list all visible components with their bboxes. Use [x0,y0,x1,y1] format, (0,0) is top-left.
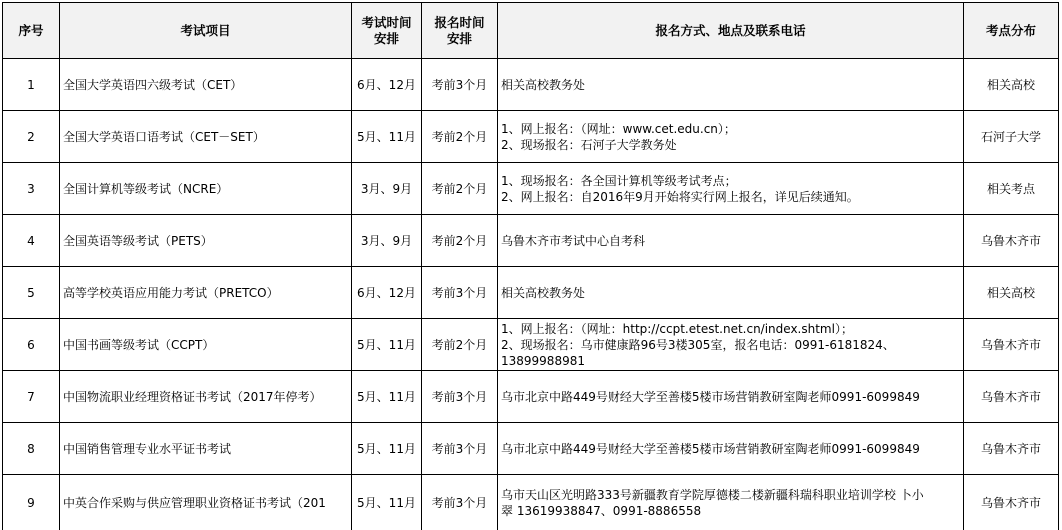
registration-line: 相关高校教务处 [501,77,586,92]
header-reg-time-line: 安排 [446,30,472,46]
row-exam-name: 中国书画等级考试（CCPT） [60,319,352,371]
row-exam-name: 高等学校英语应用能力考试（PRETCO） [60,267,352,319]
row-exam-name: 全国大学英语口语考试（CET－SET） [60,111,352,163]
row-registration-info [498,371,964,423]
row-exam-name: 中国物流职业经理资格证书考试（2017年停考） [60,371,352,423]
row-exam-time: 5月、11月 [352,319,422,371]
registration-line: 乌市北京中路449号财经大学至善楼5楼市场营销教研室陶老师0991-6099849 [501,441,920,456]
registration-line: 13899988981 [501,353,585,368]
header-registration: 报名方式、地点及联系电话 [498,3,964,59]
row-registration-info [498,319,964,371]
registration-line: 2、现场报名：乌市健康路96号3楼305室，报名电话：0991-6181824、 [501,337,895,352]
row-site: 相关考点 [964,163,1059,215]
row-reg-time: 考前3个月 [422,59,498,111]
row-exam-time: 5月、11月 [352,475,422,530]
row-exam-time: 6月、12月 [352,267,422,319]
row-site: 乌鲁木齐市 [964,371,1059,423]
table-row [3,475,1059,530]
row-site: 相关高校 [964,267,1059,319]
table-header-row [3,3,1059,59]
row-registration-info [498,215,964,267]
row-no: 9 [3,475,60,530]
row-no: 1 [3,59,60,111]
row-registration-info [498,475,964,530]
row-no: 7 [3,371,60,423]
row-exam-time: 5月、11月 [352,371,422,423]
row-reg-time: 考前2个月 [422,111,498,163]
registration-line: 1、现场报名：各全国计算机等级考试考点； [501,173,737,188]
table-row [3,215,1059,267]
table-row [3,163,1059,215]
registration-line: 乌市北京中路449号财经大学至善楼5楼市场营销教研室陶老师0991-6099849 [501,389,920,404]
row-registration-info [498,59,964,111]
table-row [3,111,1059,163]
row-registration-info [498,111,964,163]
row-reg-time: 考前2个月 [422,163,498,215]
row-reg-time: 考前3个月 [422,371,498,423]
row-exam-time: 5月、11月 [352,111,422,163]
table-row [3,59,1059,111]
row-reg-time: 考前3个月 [422,267,498,319]
header-no: 序号 [3,3,60,59]
row-registration-info [498,163,964,215]
row-reg-time: 考前3个月 [422,423,498,475]
row-exam-time: 3月、9月 [352,215,422,267]
row-exam-name: 全国计算机等级考试（NCRE） [60,163,352,215]
row-reg-time: 考前2个月 [422,215,498,267]
row-exam-name: 全国英语等级考试（PETS） [60,215,352,267]
row-registration-info [498,423,964,475]
header-exam-time-line: 考试时间 [361,14,412,30]
row-reg-time: 考前3个月 [422,475,498,530]
header-reg-time [422,3,498,59]
row-exam-name: 中国销售管理专业水平证书考试 [60,423,352,475]
table-body [3,59,1059,530]
row-site: 乌鲁木齐市 [964,215,1059,267]
row-registration-info [498,267,964,319]
header-reg-time-line: 报名时间 [434,14,485,30]
header-exam-time-line: 安排 [373,30,399,46]
row-exam-time: 3月、9月 [352,163,422,215]
registration-line: 乌鲁木齐市考试中心自考科 [501,233,646,248]
header-name: 考试项目 [60,3,352,59]
row-site: 乌鲁木齐市 [964,475,1059,530]
row-no: 2 [3,111,60,163]
table-row [3,319,1059,371]
row-no: 6 [3,319,60,371]
registration-line: 相关高校教务处 [501,285,586,300]
table-row [3,267,1059,319]
header-site: 考点分布 [964,3,1059,59]
registration-line: 2、现场报名：石河子大学教务处 [501,137,677,152]
header-exam-time [352,3,422,59]
row-no: 4 [3,215,60,267]
row-site: 石河子大学 [964,111,1059,163]
row-no: 3 [3,163,60,215]
registration-line: 1、网上报名：（网址：www.cet.edu.cn）； [501,121,736,136]
row-exam-name: 全国大学英语四六级考试（CET） [60,59,352,111]
table-row [3,423,1059,475]
registration-line: 翠 13619938847、0991-8886558 [501,504,702,518]
row-exam-time: 5月、11月 [352,423,422,475]
exam-table [2,2,1059,530]
row-reg-time: 考前2个月 [422,319,498,371]
row-site: 乌鲁木齐市 [964,319,1059,371]
row-site: 乌鲁木齐市 [964,423,1059,475]
registration-line: 2、网上报名：自2016年9月开始将实行网上报名，详见后续通知。 [501,189,859,204]
row-site: 相关高校 [964,59,1059,111]
table-row [3,371,1059,423]
registration-line: 乌市天山区光明路333号新疆教育学院厚德楼二楼新疆科瑞科职业培训学校 卜小 [501,488,924,502]
row-exam-time: 6月、12月 [352,59,422,111]
row-exam-name: 中英合作采购与供应管理职业资格证书考试（201 [60,475,352,530]
row-no: 5 [3,267,60,319]
registration-line: 1、网上报名：（网址：http://ccpt.etest.net.cn/index.shtml）； [501,321,853,336]
row-no: 8 [3,423,60,475]
